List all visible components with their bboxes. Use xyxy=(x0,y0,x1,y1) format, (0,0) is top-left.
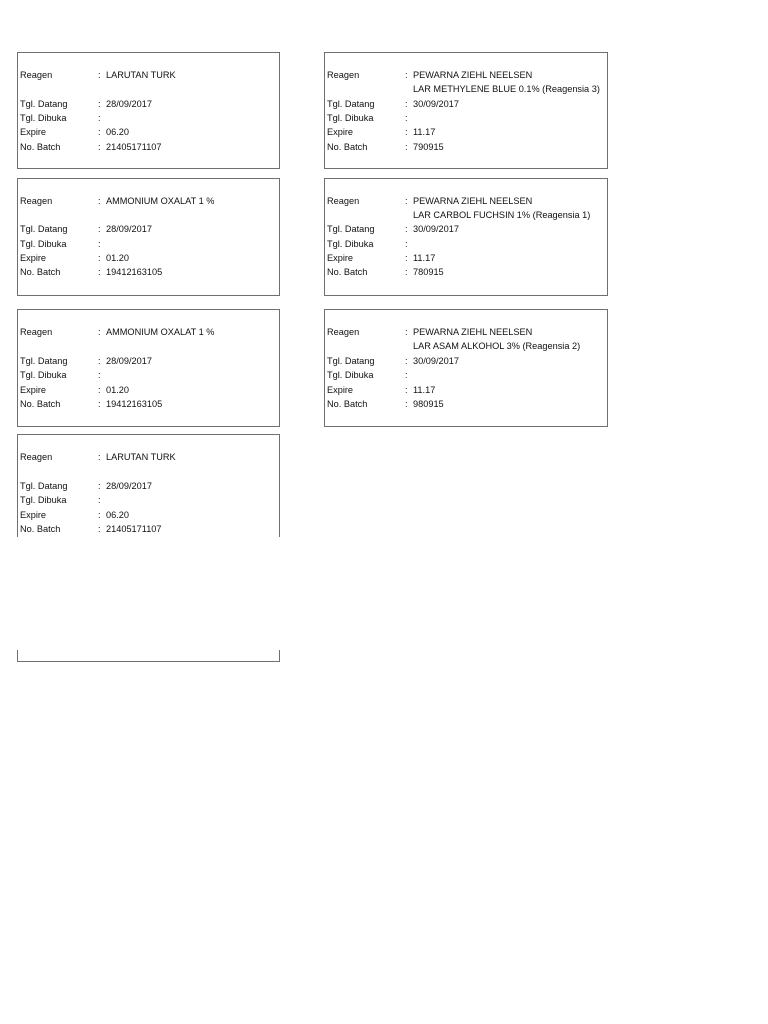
tgl-dibuka-label: Tgl. Dibuka xyxy=(327,113,374,123)
tgl-datang-label: Tgl. Datang xyxy=(20,99,68,109)
separator: : xyxy=(405,370,408,380)
no-batch-value: 21405171107 xyxy=(106,524,162,534)
reagen-value-line2: LAR CARBOL FUCHSIN 1% (Reagensia 1) xyxy=(413,210,591,220)
separator: : xyxy=(98,196,101,206)
expire-label: Expire xyxy=(20,127,47,137)
separator: : xyxy=(405,224,408,234)
expire-value: 11.17 xyxy=(413,385,436,395)
separator: : xyxy=(98,127,101,137)
expire-label: Expire xyxy=(20,385,47,395)
reagen-value-line2: LAR ASAM ALKOHOL 3% (Reagensia 2) xyxy=(413,341,581,351)
expire-label: Expire xyxy=(20,510,47,520)
separator: : xyxy=(98,253,101,263)
separator: : xyxy=(98,327,101,337)
reagent-label-card xyxy=(324,52,608,169)
reagen-value: PEWARNA ZIEHL NEELSEN xyxy=(413,70,533,80)
separator: : xyxy=(405,267,408,277)
expire-value: 01.20 xyxy=(106,385,129,395)
tgl-datang-value: 30/09/2017 xyxy=(413,99,459,109)
tgl-dibuka-label: Tgl. Dibuka xyxy=(20,370,67,380)
page-break-gap xyxy=(17,537,281,650)
no-batch-value: 21405171107 xyxy=(106,142,162,152)
no-batch-value: 780915 xyxy=(413,267,444,277)
separator: : xyxy=(98,224,101,234)
tgl-dibuka-label: Tgl. Dibuka xyxy=(20,239,67,249)
separator: : xyxy=(405,113,408,123)
no-batch-value: 790915 xyxy=(413,142,444,152)
separator: : xyxy=(98,113,101,123)
reagen-value: LARUTAN TURK xyxy=(106,452,176,462)
expire-label: Expire xyxy=(327,127,354,137)
tgl-datang-label: Tgl. Datang xyxy=(327,99,375,109)
reagen-value-line2: LAR METHYLENE BLUE 0.1% (Reagensia 3) xyxy=(413,84,600,94)
tgl-dibuka-label: Tgl. Dibuka xyxy=(327,239,374,249)
tgl-datang-value: 28/09/2017 xyxy=(106,481,152,491)
reagen-label: Reagen xyxy=(20,196,53,206)
reagen-value: AMMONIUM OXALAT 1 % xyxy=(106,196,215,206)
reagen-value: AMMONIUM OXALAT 1 % xyxy=(106,327,215,337)
tgl-datang-value: 28/09/2017 xyxy=(106,99,152,109)
expire-value: 11.17 xyxy=(413,253,436,263)
tgl-dibuka-label: Tgl. Dibuka xyxy=(20,113,67,123)
tgl-datang-label: Tgl. Datang xyxy=(20,356,68,366)
separator: : xyxy=(405,253,408,263)
tgl-datang-label: Tgl. Datang xyxy=(327,224,375,234)
tgl-datang-value: 30/09/2017 xyxy=(413,356,459,366)
separator: : xyxy=(98,142,101,152)
separator: : xyxy=(98,524,101,534)
no-batch-value: 980915 xyxy=(413,399,444,409)
no-batch-label: No. Batch xyxy=(327,399,368,409)
no-batch-label: No. Batch xyxy=(20,399,61,409)
separator: : xyxy=(405,356,408,366)
expire-label: Expire xyxy=(20,253,47,263)
expire-value: 06.20 xyxy=(106,510,129,520)
no-batch-label: No. Batch xyxy=(327,267,368,277)
separator: : xyxy=(98,99,101,109)
separator: : xyxy=(98,481,101,491)
separator: : xyxy=(98,370,101,380)
expire-label: Expire xyxy=(327,253,354,263)
reagen-value: LARUTAN TURK xyxy=(106,70,176,80)
tgl-dibuka-label: Tgl. Dibuka xyxy=(327,370,374,380)
separator: : xyxy=(405,239,408,249)
separator: : xyxy=(405,385,408,395)
separator: : xyxy=(405,399,408,409)
tgl-dibuka-label: Tgl. Dibuka xyxy=(20,495,67,505)
separator: : xyxy=(405,196,408,206)
separator: : xyxy=(405,327,408,337)
reagen-label: Reagen xyxy=(20,452,53,462)
reagent-label-card xyxy=(324,178,608,296)
tgl-datang-label: Tgl. Datang xyxy=(20,481,68,491)
reagen-label: Reagen xyxy=(327,327,360,337)
tgl-datang-value: 28/09/2017 xyxy=(106,356,152,366)
no-batch-label: No. Batch xyxy=(20,267,61,277)
expire-value: 11.17 xyxy=(413,127,436,137)
separator: : xyxy=(405,127,408,137)
reagent-label-card xyxy=(17,52,280,169)
separator: : xyxy=(405,142,408,152)
separator: : xyxy=(98,452,101,462)
separator: : xyxy=(98,399,101,409)
separator: : xyxy=(98,70,101,80)
no-batch-label: No. Batch xyxy=(327,142,368,152)
expire-label: Expire xyxy=(327,385,354,395)
no-batch-value: 19412163105 xyxy=(106,267,163,277)
tgl-datang-label: Tgl. Datang xyxy=(20,224,68,234)
separator: : xyxy=(98,267,101,277)
tgl-datang-label: Tgl. Datang xyxy=(327,356,375,366)
separator: : xyxy=(98,385,101,395)
reagent-label-card xyxy=(324,309,608,427)
no-batch-value: 19412163105 xyxy=(106,399,163,409)
separator: : xyxy=(405,99,408,109)
tgl-datang-value: 28/09/2017 xyxy=(106,224,152,234)
separator: : xyxy=(405,70,408,80)
reagen-label: Reagen xyxy=(20,327,53,337)
tgl-datang-value: 30/09/2017 xyxy=(413,224,459,234)
separator: : xyxy=(98,356,101,366)
separator: : xyxy=(98,495,101,505)
no-batch-label: No. Batch xyxy=(20,524,61,534)
reagent-label-card xyxy=(17,309,280,427)
expire-value: 06.20 xyxy=(106,127,129,137)
reagen-label: Reagen xyxy=(327,70,360,80)
reagen-value: PEWARNA ZIEHL NEELSEN xyxy=(413,196,533,206)
no-batch-label: No. Batch xyxy=(20,142,61,152)
reagen-label: Reagen xyxy=(20,70,53,80)
reagent-label-card xyxy=(17,178,280,296)
reagen-label: Reagen xyxy=(327,196,360,206)
separator: : xyxy=(98,239,101,249)
reagen-value: PEWARNA ZIEHL NEELSEN xyxy=(413,327,533,337)
expire-value: 01.20 xyxy=(106,253,129,263)
separator: : xyxy=(98,510,101,520)
